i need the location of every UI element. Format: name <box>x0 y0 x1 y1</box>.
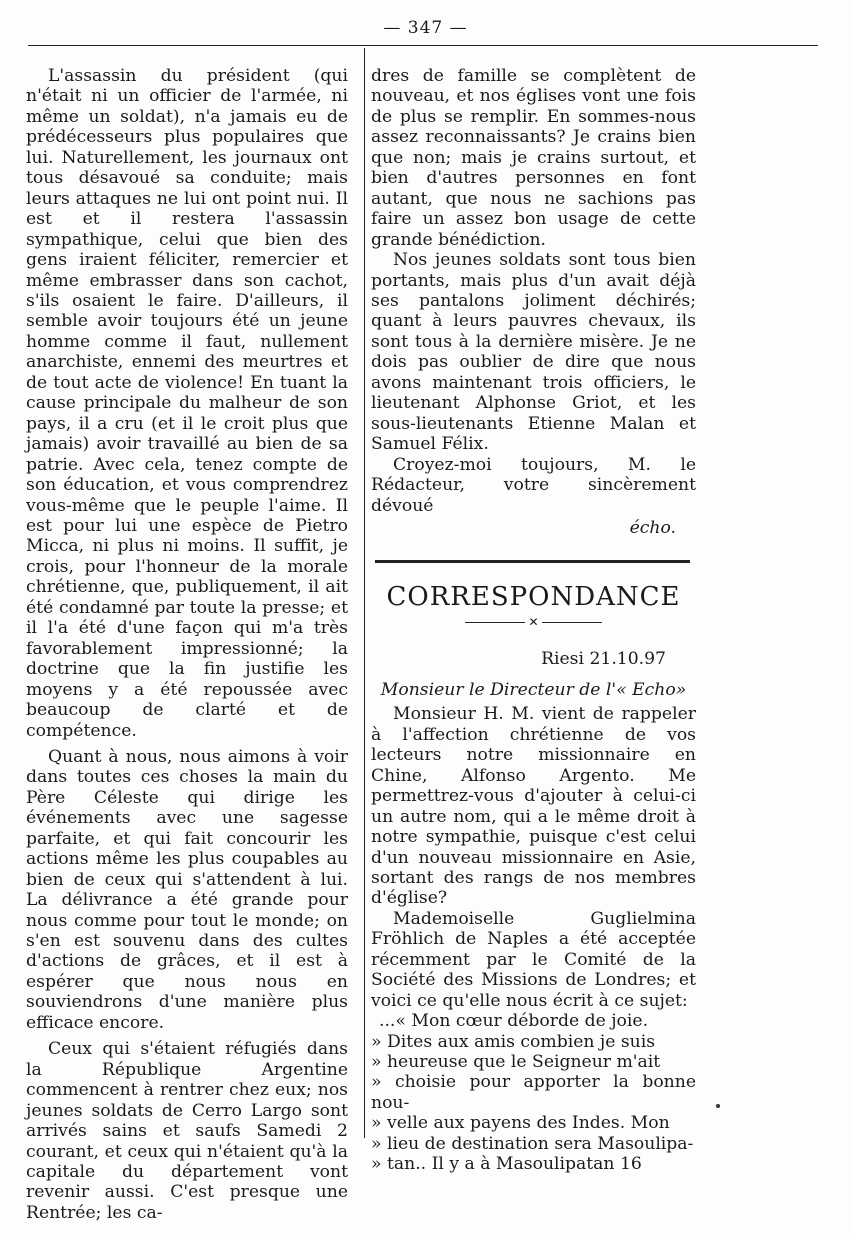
right-paragraph-3: Croyez-moi toujours, M. le Rédacteur, votre sincèrement dévoué <box>371 454 696 516</box>
print-speck <box>716 1104 720 1108</box>
right-paragraph-2: Nos jeunes soldats sont tous bien portants, mais plus d'un avait déjà ses pantalons joliment déchirés; quant à leurs pauvres chevaux, ils sont tous à la dernière misère. Je ne dois pas oublier de dire que nous avons maintenant trois officiers, le lieutenant Alphonse Griot, et les sous-lieutenants Etienne Malan et Samuel Félix. <box>371 250 696 455</box>
letter-paragraph-1: Monsieur H. M. vient de rappeler à l'affection chrétienne de vos lecteurs notre missionnaire en Chine, Alfonso Argento. Me permettrez-vous d'ajouter à celui-ci un autre nom, qui a le même droit à notre sympathie, puisque c'est celui d'un nouveau missionnaire en Asie, sortant des rangs de nos membres d'église? <box>371 704 696 909</box>
left-paragraph-3: Ceux qui s'étaient réfugiés dans la République Argentine commencent à rentrer chez eux; nos jeunes soldats de Cerro Largo sont arrivés sains et saufs Samedi 2 courant, et ceux qui n'étaient qu'à la capitale du département vont revenir aussi. C'est presque une Rentrée; les ca- <box>26 1039 348 1223</box>
ornament-glyph: ✕ <box>528 615 539 630</box>
letter-dateline: Riesi 21.10.97 <box>541 649 666 670</box>
letter-paragraph-2: Mademoiselle Guglielmina Fröhlich de Naples a été acceptée récemment par le Comité de la Société des Missions de Londres; et voici ce qu'elle nous écrit à ce sujet: <box>371 908 696 1011</box>
quote-line: » choisie pour apporter la bonne nou- <box>371 1072 696 1113</box>
quote-line: » heureuse que le Seigneur m'ait <box>371 1052 661 1073</box>
quote-line: » velle aux payens des Indes. Mon <box>371 1113 670 1134</box>
signature: écho. <box>629 517 676 538</box>
heading-ornament <box>371 615 696 629</box>
quote-line: » Dites aux amis combien je suis <box>371 1031 656 1052</box>
left-column <box>26 66 348 1223</box>
section-separator <box>375 560 690 563</box>
letter-salutation: Monsieur le Directeur de l'« Echo» <box>380 679 687 700</box>
left-paragraph-1: L'assassin du président (qui n'était ni un officier de l'armée, ni même un soldat), n'a jamais eu de prédécesseurs plus populaires que lui. Naturellement, les journaux ont tous désavoué sa conduite; mais leurs attaques ne lui ont point nui. Il est et il restera l'assassin sympathique, celui que bien des gens iraient féliciter, remercier et même embrasser dans son cachot, s'ils osaient le faire. D'ailleurs, il semble avoir toujours été un jeune homme comme il faut, nullement anarchiste, ennemi des meurtres et de tout acte de violence! En tuant la cause principale du malheur de son pays, il a cru (et il le croit plus que jamais) avoir travaillé au bien de sa patrie. Avec cela, tenez compte de son éducation, et vous comprendrez vous-même que le peuple l'aime. Il est pour lui une espèce de Pietro Micca, ni plus ni moins. Il suffit, je crois, pour l'honneur de la morale chrétienne, que, publiquement, il ait été condamné par toute la presse; et il l'a été d'une façon qui m'a très favorablement impressionné; la doctrine que la fin justifie les moyens y a été repoussée avec beaucoup de clarté et de compétence. <box>26 66 348 741</box>
quote-line: ...« Mon cœur déborde de joie. <box>379 1011 649 1032</box>
column-divider <box>364 48 365 1138</box>
letter-quote <box>371 1011 696 1175</box>
header-rule <box>28 45 818 46</box>
left-paragraph-2: Quant à nous, nous aimons à voir dans toutes ces choses la main du Père Céleste qui dirige les événements avec une sagesse parfaite, et qui fait concourir les actions même les plus coupables au bien de ceux qui s'attendent à lui. La délivrance a été grande pour nous comme pour tout le monde; on s'en est souvenu dans des cultes d'actions de grâces, et il est à espérer que nous nous en souviendrons d'une manière plus efficace encore. <box>26 746 348 1033</box>
page-number: — 347 — <box>383 18 468 38</box>
right-paragraph-1: dres de famille se complètent de nouveau, et nos églises vont une fois de plus se remplir. En sommes-nous assez reconnaissants? Je crains bien que non; mais je crains surtout, et bien d'autres personnes en font autant, que nous ne sachions pas faire un assez bon usage de cette grande bénédiction. <box>371 66 696 250</box>
quote-line: » tan.. Il y a à Masoulipatan 16 <box>371 1154 642 1175</box>
right-column <box>371 66 696 1175</box>
quote-line: » lieu de destination sera Masoulipa- <box>371 1133 694 1154</box>
section-heading: CORRESPONDANCE <box>386 582 681 613</box>
